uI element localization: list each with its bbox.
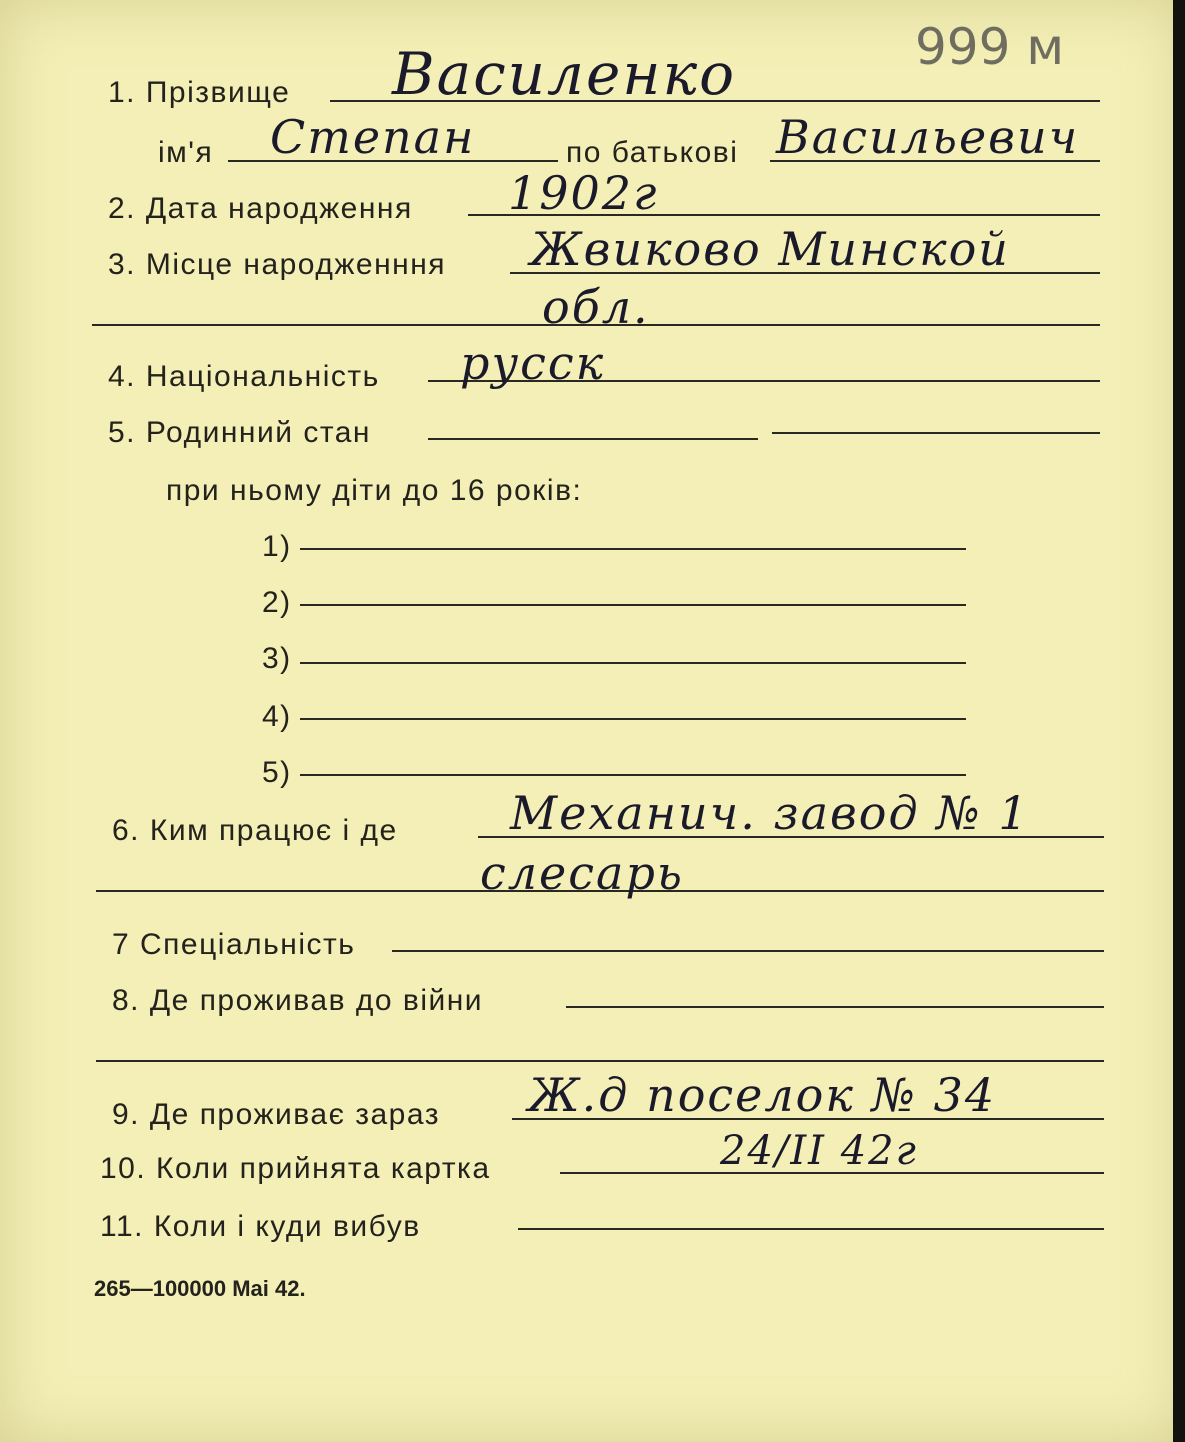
work-value-2: слесарь bbox=[480, 846, 684, 900]
prewar-line bbox=[566, 1006, 1104, 1008]
children-label: при ньому діти до 16 років: bbox=[166, 474, 583, 507]
family-line-1 bbox=[428, 438, 758, 440]
child-line-2 bbox=[300, 604, 966, 606]
birth-date-label: 2. Дата народження bbox=[108, 192, 413, 225]
left-line bbox=[518, 1228, 1104, 1230]
card-edge-shadow bbox=[1173, 0, 1185, 1442]
child-label-2: 2) bbox=[262, 586, 292, 619]
child-line-1 bbox=[300, 548, 966, 550]
work-label: 6. Ким працює і де bbox=[112, 814, 398, 847]
child-line-3 bbox=[300, 662, 966, 664]
patronymic-value: Васильевич bbox=[776, 110, 1080, 164]
family-line-2 bbox=[772, 432, 1100, 434]
current-value: Ж.д поселок № 34 bbox=[528, 1068, 997, 1122]
birth-place-value: Жвиково Минской bbox=[530, 222, 1010, 276]
archive-number: 999 м bbox=[915, 18, 1065, 76]
birth-place-value-2: обл. bbox=[542, 280, 650, 334]
prewar-line-2 bbox=[96, 1060, 1104, 1062]
specialty-label: 7 Спеціальність bbox=[112, 928, 356, 961]
child-label-3: 3) bbox=[262, 642, 292, 675]
birth-date-value: 1902г bbox=[508, 166, 659, 220]
accepted-label: 10. Коли прийнята картка bbox=[100, 1152, 491, 1185]
birth-place-label: 3. Місце народженння bbox=[108, 248, 447, 281]
nationality-label: 4. Національність bbox=[108, 360, 380, 393]
current-label: 9. Де проживає зараз bbox=[112, 1098, 440, 1131]
patronymic-label: по батькові bbox=[566, 136, 739, 169]
child-label-5: 5) bbox=[262, 756, 292, 789]
nationality-value: русск bbox=[460, 336, 606, 390]
child-line-4 bbox=[300, 718, 966, 720]
name-label: ім'я bbox=[158, 136, 214, 169]
child-line-5 bbox=[300, 774, 966, 776]
specialty-line bbox=[392, 950, 1104, 952]
surname-label: 1. Прізвище bbox=[108, 76, 291, 109]
child-label-1: 1) bbox=[262, 530, 292, 563]
surname-value: Василенко bbox=[392, 40, 737, 108]
name-value: Степан bbox=[270, 110, 476, 164]
prewar-label: 8. Де проживав до війни bbox=[112, 984, 484, 1017]
accepted-value: 24/II 42г bbox=[720, 1128, 918, 1174]
child-label-4: 4) bbox=[262, 700, 292, 733]
print-footer: 265—100000 Mai 42. bbox=[94, 1276, 306, 1301]
left-label: 11. Коли і куди вибув bbox=[100, 1210, 421, 1243]
family-label: 5. Родинний стан bbox=[108, 416, 371, 449]
work-value: Механич. завод № 1 bbox=[510, 786, 1030, 840]
